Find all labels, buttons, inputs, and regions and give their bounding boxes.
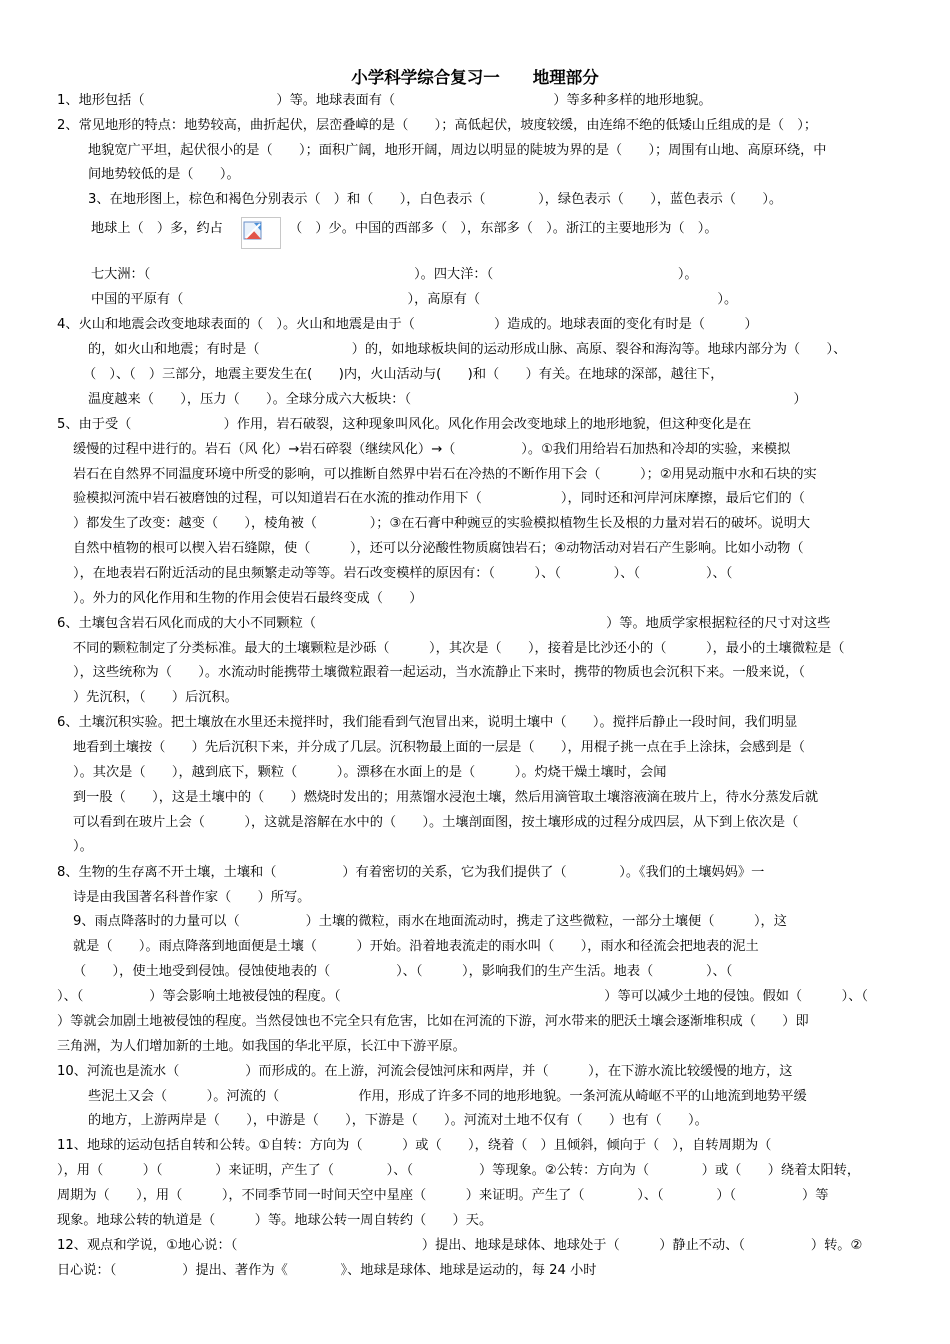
- q7-line-4: 到一股（ ），这是土壤中的（ ）燃烧时发出的；用蒸馏水浸泡土壤，然后用滴管取土壤溶液滴在玻片上，待水分蒸发后就: [73, 790, 819, 805]
- q11-line-3: 周期为（ ），用（ ），不同季节同一时间天空中星座（ ）来证明。产生了（ ）、（ ）（ ）等: [57, 1188, 829, 1203]
- q3-line-3: 七大洲：（ ）。四大洋：（ ）。: [91, 267, 698, 282]
- q7-line-2: 地看到土壤按（ ）先后沉积下来，并分成了几层。沉积物最上面的一层是（ ），用棍子挑一点在手上涂抹，会感到是（: [73, 740, 805, 755]
- q8-line-2: 诗是由我国著名科普作家（ ）所写。: [73, 890, 311, 905]
- q7-line-3: ）。其次是（ ），越到底下，颗粒（ ）。漂移在水面上的是（ ）。灼烧干燥土壤时，会闻: [73, 765, 667, 780]
- q9-line-1: 9、雨点降落时的力量可以（ ）土壤的微粒，雨水在地面流动时，携走了这些微粒，一部分土壤便（ ），这: [73, 914, 787, 929]
- q4-line-3: （ ）、（ ）三部分，地震主要发生在( )内，火山活动与( )和（ ）有关。在地球的深部，越往下，: [83, 367, 724, 382]
- q5-line-8: ）。外力的风化作用和生物的作用会使岩石最终变成（ ）: [73, 591, 423, 606]
- q6-line-4: ）先沉积，（ ）后沉积。: [73, 690, 238, 705]
- q11-line-4: 现象。地球公转的轨道是（ ）等。地球公转一周自转约（ ）天。: [57, 1213, 493, 1228]
- q5-line-5: ）都发生了改变：越变（ ），棱角被（ ）；③在石膏中种豌豆的实验模拟植物生长及根的力量对岩石的破坏。说明大: [73, 516, 811, 531]
- q6-line-3: ），这些统称为（ ）。水流动时能携带土壤微粒跟着一起运动，当水流静止下来时，携带的物质也会沉积下来。一般来说，（: [73, 665, 805, 680]
- q5-line-2: 缓慢的过程中进行的。岩石（风 化）→岩石碎裂（继续风化）→（ ）。①我们用给岩石加热和冷却的实验，来模拟: [73, 442, 791, 457]
- broken-image-icon: [241, 217, 281, 249]
- q8-line-1: 8、生物的生存离不开土壤，土壤和（ ）有着密切的关系，它为我们提供了（ ）。《我们的土壤妈妈》一: [57, 865, 765, 880]
- q2-line-2: 地貌宽广平坦，起伏很小的是（ ）；面积广阔，地形开阔，周边以明显的陡坡为界的是（ ）；周围有山地、高原环绕，中: [88, 143, 827, 158]
- q7-line-1: 6、土壤沉积实验。把土壤放在水里还未搅拌时，我们能看到气泡冒出来，说明土壤中（ ）。搅拌后静止一段时间，我们明显: [57, 715, 798, 730]
- q5-line-6: 自然中植物的根可以楔入岩石缝隙，使（ ），还可以分泌酸性物质腐蚀岩石；④动物活动对岩石产生影响。比如小动物（: [73, 541, 804, 556]
- q5-line-4: 验模拟河流中岩石被磨蚀的过程，可以知道岩石在水流的推动作用下（ ），同时还和河岸河床摩擦，最后它们的（: [73, 491, 805, 506]
- q4-line-4: 温度越来（ ），压力（ ）。全球分成六大板块：（ ）: [88, 392, 807, 407]
- q3-line-1: 3、在地形图上，棕色和褐色分别表示（ ）和（ ），白色表示（ ），绿色表示（ ），蓝色表示（ ）。: [88, 192, 783, 207]
- q9-line-2: 就是（ ）。雨点降落到地面便是土壤（ ）开始。沿着地表流走的雨水叫（ ），雨水和径流会把地表的泥土: [73, 939, 759, 954]
- q5-line-1: 5、由于受（ ）作用，岩石破裂，这种现象叫风化。风化作用会改变地球上的地形地貌，但这种变化是在: [57, 417, 752, 432]
- q4-line-1: 4、火山和地震会改变地球表面的（ ）。火山和地震是由于（ ）造成的。地球表面的变化有时是（ ）: [57, 317, 758, 332]
- q7-line-6: ）。: [73, 839, 93, 854]
- q7-line-5: 可以看到在玻片上会（ ），这就是溶解在水中的（ ）。土壤剖面图，按土壤形成的过程分成四层，从下到上依次是（: [73, 815, 799, 830]
- q5-line-3: 岩石在自然界不同温度环境中所受的影响，可以推断自然界中岩石在冷热的不断作用下会（ ）；②用晃动瓶中水和石块的实: [73, 467, 817, 482]
- q3-line-2a: 地球上（ ）多，约占: [91, 221, 223, 236]
- q6-line-1: 6、土壤包含岩石风化而成的大小不同颗粒（ ）等。地质学家根据粒径的尺寸对这些: [57, 616, 831, 631]
- q9-line-4: ）、（ ）等会影响土地被侵蚀的程度。（ ）等可以减少土地的侵蚀。假如（ ）、（: [57, 989, 868, 1004]
- q2-line-3: 间地势较低的是（ ）。: [88, 167, 240, 182]
- q6-line-2: 不同的颗粒制定了分类标准。最大的土壤颗粒是沙砾（ ），其次是（ ），接着是比沙还小的（ ），最小的土壤微粒是（: [73, 641, 845, 656]
- broken-image-glyph: [243, 221, 263, 241]
- q10-line-3: 的地方，上游两岸是（ ），中游是（ ），下游是（ ）。河流对土地不仅有（ ）也有（ ）。: [88, 1113, 708, 1128]
- q10-line-2: 些泥土又会（ ）。河流的（ 作用，形成了许多不同的地形地貌。一条河流从崎岖不平的山地流到地势平缓: [88, 1089, 807, 1104]
- q12-line-1: 12、观点和学说，①地心说：（ ）提出、地球是球体、地球处于（ ）静止不动、（ ）转。②: [57, 1238, 863, 1253]
- q9-line-6: 三角洲，为人们增加新的土地。如我国的华北平原，长江中下游平原。: [57, 1039, 466, 1054]
- q11-line-2: ），用（ ）（ ）来证明，产生了（ ）、（ ）等现象。②公转：方向为（ ）或（ ）绕着太阳转，: [57, 1163, 861, 1178]
- q11-line-1: 11、地球的运动包括自转和公转。①自转：方向为（ ）或（ ），绕着（ ）且倾斜，倾向于（ ），自转周期为（: [57, 1138, 772, 1153]
- q3-line-4: 中国的平原有（ ），高原有（ ）。: [91, 292, 738, 307]
- q9-line-3: （ ），使土地受到侵蚀。侵蚀使地表的（ ）、（ ），影响我们的生产生活。地表（ ）、（: [73, 964, 733, 979]
- q1-line: 1、地形包括（ ）等。地球表面有（ ）等多种多样的地形地貌。: [57, 93, 712, 108]
- q9-line-5: ）等就会加剧土地被侵蚀的程度。当然侵蚀也不完全只有危害，比如在河流的下游，河水带来的肥沃土壤会逐渐堆积成（ ）即: [57, 1014, 809, 1029]
- q12-line-2: 日心说：（ ）提出、著作为《 》、地球是球体、地球是运动的，每 24 小时: [57, 1263, 597, 1278]
- q10-line-1: 10、河流也是流水（ ）而形成的。在上游，河流会侵蚀河床和两岸，并（ ），在下游水流比较缓慢的地方，这: [57, 1064, 793, 1079]
- page-title: 小学科学综合复习一 地理部分: [351, 68, 599, 87]
- q4-line-2: 的，如火山和地震；有时是（ ）的，如地球板块间的运动形成山脉、高原、裂谷和海沟等。地球内部分为（ ）、: [88, 342, 847, 357]
- q2-line-1: 2、常见地形的特点：地势较高，曲折起伏，层峦叠嶂的是（ ）；高低起伏，坡度较缓，由连绵不绝的低矮山丘组成的是（ ）；: [57, 118, 818, 133]
- q5-line-7: ），在地表岩石附近活动的昆虫频繁走动等等。岩石改变模样的原因有：（ ）、（ ）、（ ）、（: [73, 566, 733, 581]
- q3-line-2b: （ ）少。中国的西部多（ ），东部多（ ）。浙江的主要地形为（ ）。: [289, 221, 718, 236]
